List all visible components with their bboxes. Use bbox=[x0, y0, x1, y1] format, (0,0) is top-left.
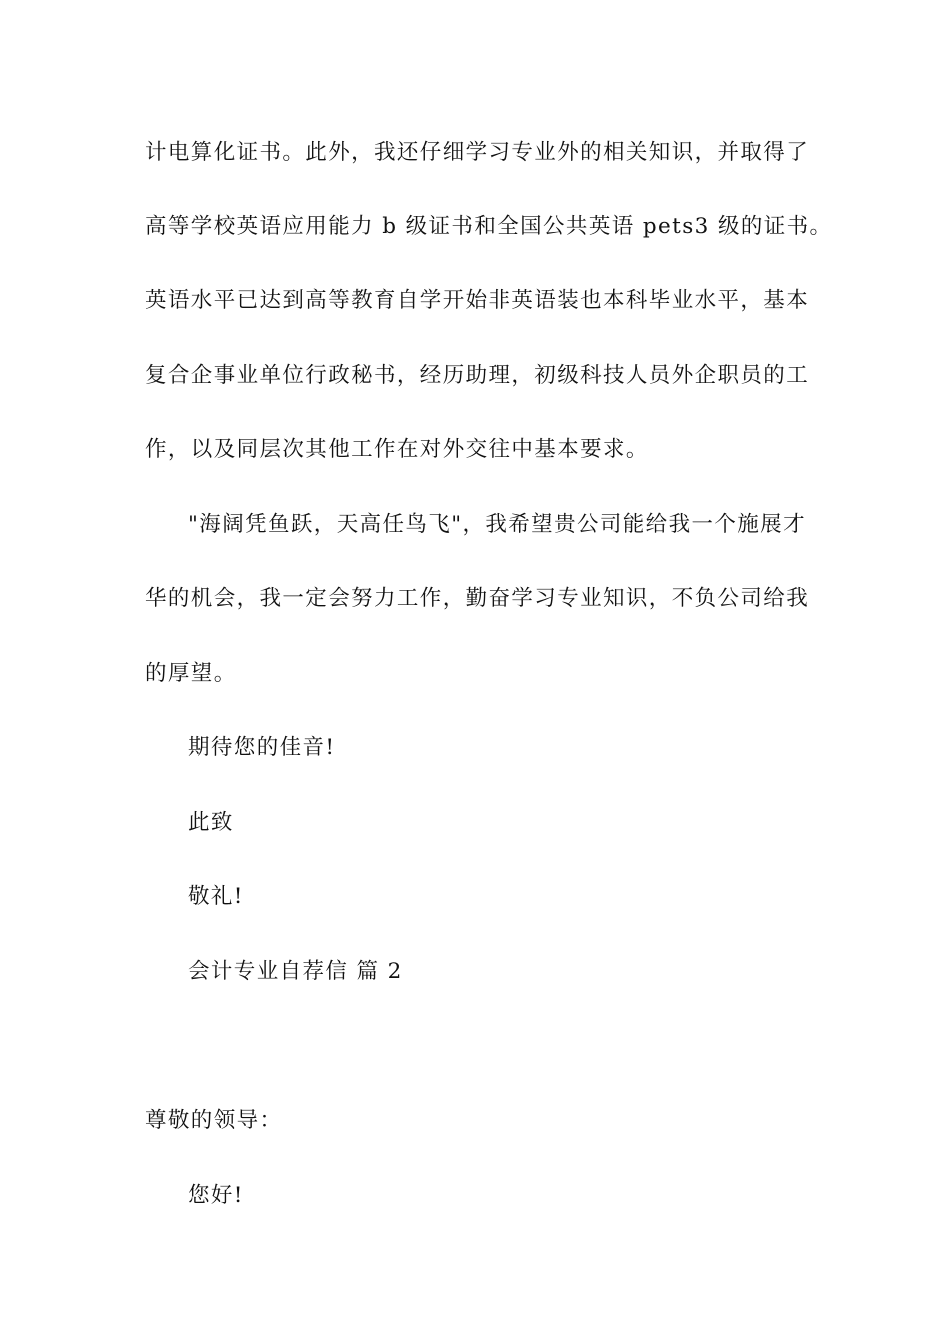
paragraph-line: 复合企事业单位行政秘书，经历助理，初级科技人员外企职员的工 bbox=[145, 363, 810, 388]
section-heading: 会计专业自荐信 篇 2 bbox=[188, 959, 403, 984]
paragraph-line: 高等学校英语应用能力 b 级证书和全国公共英语 pets3 级的证书。 bbox=[145, 214, 833, 239]
paragraph-line: "海阔凭鱼跃，天高任鸟飞"，我希望贵公司能给我一个施展才 bbox=[188, 512, 806, 537]
paragraph-line: 计电算化证书。此外，我还仔细学习专业外的相关知识，并取得了 bbox=[145, 140, 810, 165]
closing-line: 期待您的佳音! bbox=[188, 735, 336, 760]
salutation-line: 敬礼! bbox=[188, 884, 244, 909]
paragraph-line: 华的机会，我一定会努力工作，勤奋学习专业知识，不负公司给我 bbox=[145, 586, 810, 611]
paragraph-line: 英语水平已达到高等教育自学开始非英语装也本科毕业水平，基本 bbox=[145, 288, 810, 313]
greeting-line: 您好! bbox=[188, 1183, 244, 1208]
paragraph-line: 作，以及同层次其他工作在对外交往中基本要求。 bbox=[145, 437, 649, 462]
greeting-line: 尊敬的领导： bbox=[145, 1108, 283, 1133]
salutation-line: 此致 bbox=[188, 810, 234, 835]
paragraph-line: 的厚望。 bbox=[145, 661, 237, 686]
